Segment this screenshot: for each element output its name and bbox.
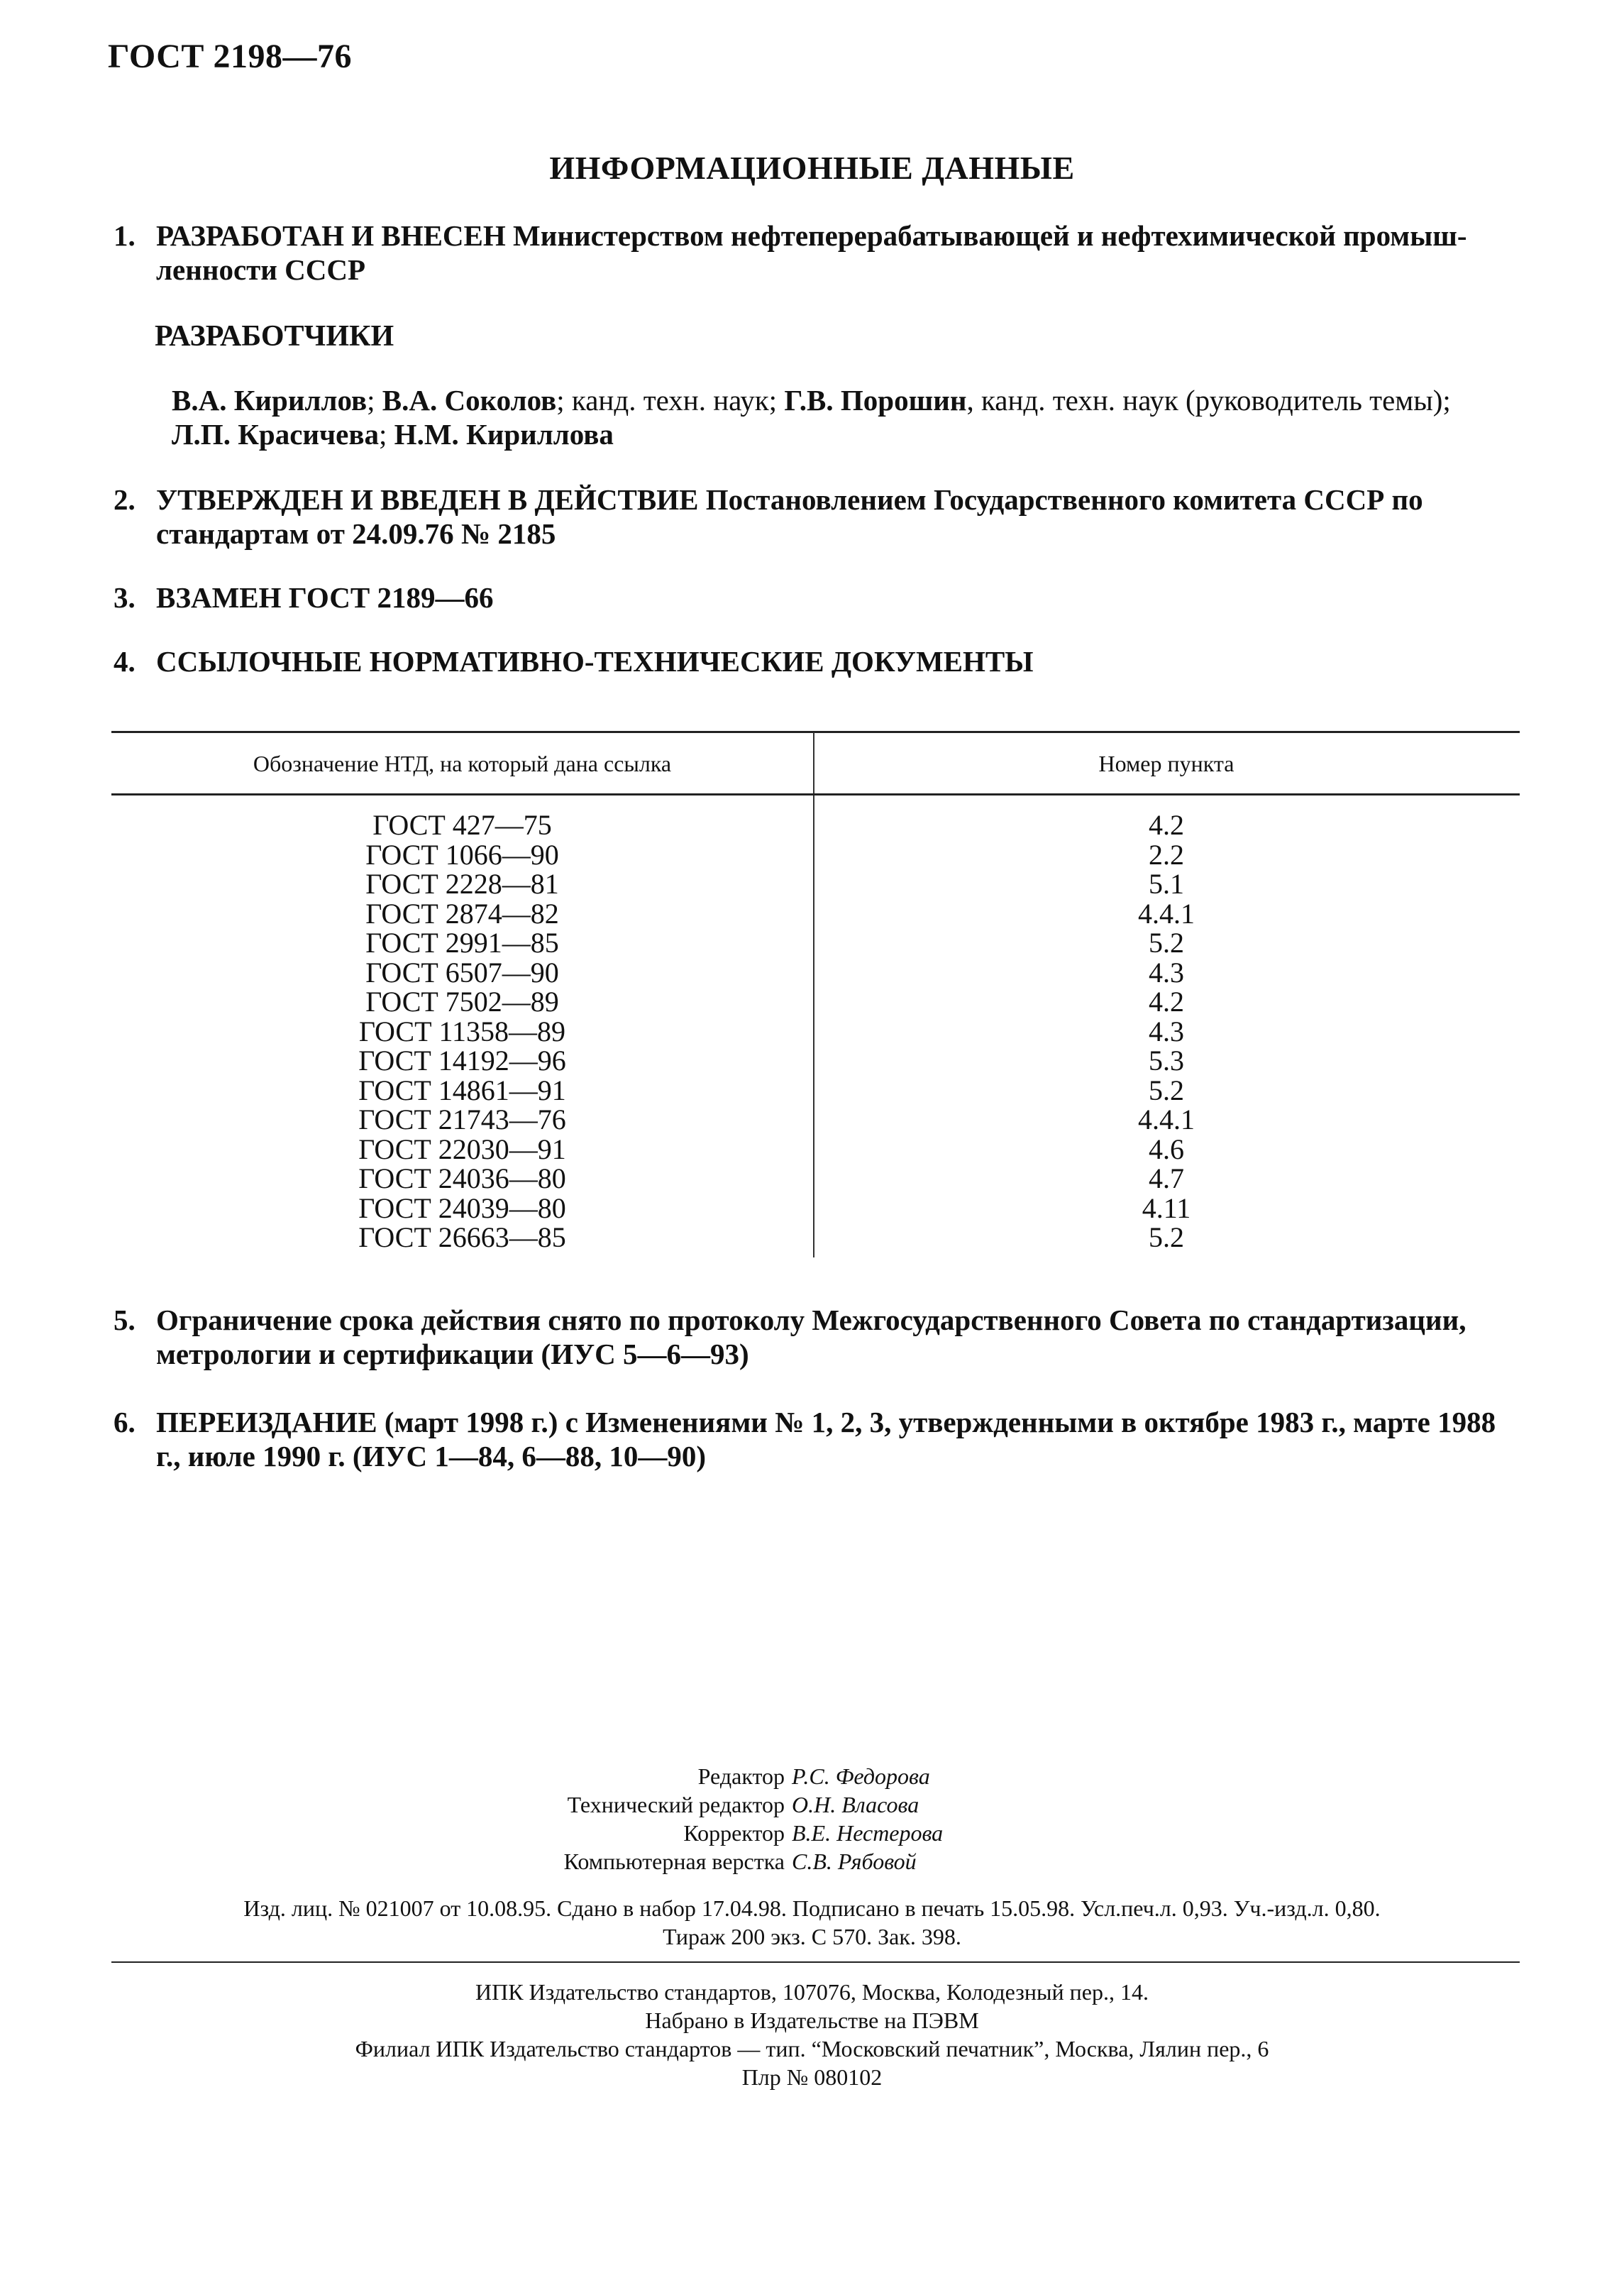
credit-line [0, 1762, 1624, 1790]
table-cell-clause: 4.4.1 [1138, 1103, 1195, 1135]
table-cell-clause: 5.3 [1149, 1045, 1184, 1077]
table-cell-document: ГОСТ 2228—81 [365, 868, 559, 900]
page-title: ИНФОРМАЦИОННЫЕ ДАННЫЕ [549, 150, 1075, 186]
item-4 [114, 644, 1525, 678]
item-number: 4. [114, 645, 136, 678]
table-cell-clause: 4.6 [1149, 1133, 1184, 1165]
credit-role: Редактор [697, 1763, 785, 1789]
item-text: (март 1998 г.) с Изменениями № 1, 2, 3, утвержденными в октябре 1983 г., марте 1988 г., июле 1990 г. (ИУС 1—84, 6—88, 10—90) [156, 1406, 1496, 1472]
credit-role: Компьютерная верстка [563, 1849, 785, 1874]
table-cell-document: ГОСТ 21743—76 [358, 1103, 566, 1135]
credit-role: Технический редактор [567, 1792, 785, 1817]
table-cell-document: ГОСТ 26663—85 [358, 1221, 566, 1253]
document-code: ГОСТ 2198—76 [108, 38, 352, 75]
table-cell-document: ГОСТ 14192—96 [358, 1045, 566, 1077]
developers-list [172, 383, 1516, 451]
typeset-line: Набрано в Издательстве на ПЭВМ [645, 2008, 979, 2033]
table-column-documents [111, 810, 813, 1252]
developers-heading: РАЗРАБОТЧИКИ [155, 320, 394, 353]
credit-person: Р.С. Федорова [792, 1763, 930, 1789]
item-number: 1. [114, 219, 136, 252]
item-number: 2. [114, 483, 136, 516]
developer-name: Г.В. Порошин [784, 384, 967, 417]
table-cell-document: ГОСТ 6507—90 [365, 956, 559, 989]
table-cell-document: ГОСТ 1066—90 [365, 838, 559, 871]
table-cell-document: ГОСТ 427—75 [372, 809, 552, 841]
table-header-clause: Номер пункта [1098, 751, 1234, 776]
credit-person: С.В. Рябовой [792, 1849, 917, 1874]
table-cell-document: ГОСТ 14861—91 [358, 1074, 566, 1106]
table-column-clauses [813, 810, 1520, 1252]
credit-person: О.Н. Власова [792, 1792, 919, 1817]
table-cell-document: ГОСТ 7502—89 [365, 986, 559, 1018]
developer-separator: , канд. техн. наук (руководитель темы); [966, 384, 1451, 417]
table-cell-document: ГОСТ 2991—85 [365, 927, 559, 959]
developer-separator: ; [367, 384, 382, 417]
table-cell-clause: 5.1 [1149, 868, 1184, 900]
item-3 [114, 580, 1525, 615]
license-line: Плр № 080102 [741, 2064, 883, 2090]
editorial-credits [0, 1762, 1624, 1876]
publisher-line: ИПК Издательство стандартов, 107076, Москва, Колодезный пер., 14. [475, 1979, 1149, 2005]
table-cell-document: ГОСТ 24036—80 [358, 1162, 566, 1194]
item-lead: РАЗРАБОТАН И ВНЕСЕН [156, 219, 506, 252]
table-header-rule [111, 793, 1520, 795]
item-text: ВЗАМЕН ГОСТ 2189—66 [156, 581, 494, 614]
table-cell-document: ГОСТ 22030—91 [358, 1133, 566, 1165]
table-cell-document: ГОСТ 24039—80 [358, 1191, 566, 1224]
developer-separator: ; [379, 418, 394, 451]
table-cell-document: ГОСТ 11358—89 [358, 1015, 566, 1047]
developer-name: В.А. Соколов [382, 384, 557, 417]
table-cell-clause: 4.2 [1149, 986, 1184, 1018]
printer-line: Филиал ИПК Издательство стандартов — тип. “Московский печатник”, Москва, Лялин пер., 6 [355, 2036, 1269, 2061]
item-2 [114, 483, 1525, 551]
table-cell-clause: 4.7 [1149, 1162, 1184, 1194]
item-6 [114, 1405, 1525, 1473]
credit-line [0, 1819, 1624, 1847]
table-cell-clause: 4.3 [1149, 1015, 1184, 1047]
item-number: 3. [114, 581, 136, 614]
table-cell-clause: 5.2 [1149, 1221, 1184, 1253]
credit-line [0, 1790, 1624, 1819]
table-cell-clause: 4.4.1 [1138, 897, 1195, 930]
item-1 [114, 219, 1525, 287]
credit-role: Корректор [683, 1820, 785, 1846]
developer-separator: ; канд. техн. наук; [556, 384, 785, 417]
imprint-rule [111, 1961, 1520, 1963]
publication-details: Изд. лиц. № 021007 от 10.08.95. Сдано в набор 17.04.98. Подписано в печать 15.05.98. Усл.печ.л. 0,93. Уч.-изд.л. 0,80. [243, 1895, 1381, 1921]
item-number: 5. [114, 1304, 136, 1336]
table-cell-document: ГОСТ 2874—82 [365, 897, 559, 930]
table-cell-clause: 5.2 [1149, 927, 1184, 959]
print-run: Тираж 200 экз. С 570. Зак. 398. [663, 1924, 961, 1949]
item-text: ССЫЛОЧНЫЕ НОРМАТИВНО-ТЕХНИЧЕСКИЕ ДОКУМЕНТЫ [156, 645, 1034, 678]
table-cell-clause: 4.11 [1142, 1191, 1191, 1224]
table-cell-clause: 4.3 [1149, 956, 1184, 989]
item-lead: УТВЕРЖДЕН И ВВЕДЕН В ДЕЙСТВИЕ [156, 483, 699, 516]
item-text: Ограничение срока действия снято по протоколу Межгосударственного Совета по стандартизации, метрологии и сертификации (ИУС 5—6—93) [156, 1304, 1466, 1370]
table-header-document: Обозначение НТД, на который дана ссылка [253, 751, 672, 776]
credit-line [0, 1847, 1624, 1876]
item-text: Министерством нефтеперерабатывающей и нефтехимической промыш-ленности СССР [156, 219, 1467, 286]
item-lead: ПЕРЕИЗДАНИЕ [156, 1406, 377, 1438]
item-text: Постановлением Государственного комитета СССР по стандартам от 24.09.76 № 2185 [156, 483, 1423, 550]
table-cell-clause: 4.2 [1149, 809, 1184, 841]
table-top-rule [111, 731, 1520, 733]
credit-person: В.Е. Нестерова [792, 1820, 944, 1846]
table-cell-clause: 5.2 [1149, 1074, 1184, 1106]
item-number: 6. [114, 1406, 136, 1438]
developer-name: Л.П. Красичева [172, 418, 380, 451]
developer-name: В.А. Кириллов [172, 384, 368, 417]
item-5 [114, 1303, 1525, 1371]
table-cell-clause: 2.2 [1149, 838, 1184, 871]
developer-name: Н.М. Кириллова [394, 418, 614, 451]
